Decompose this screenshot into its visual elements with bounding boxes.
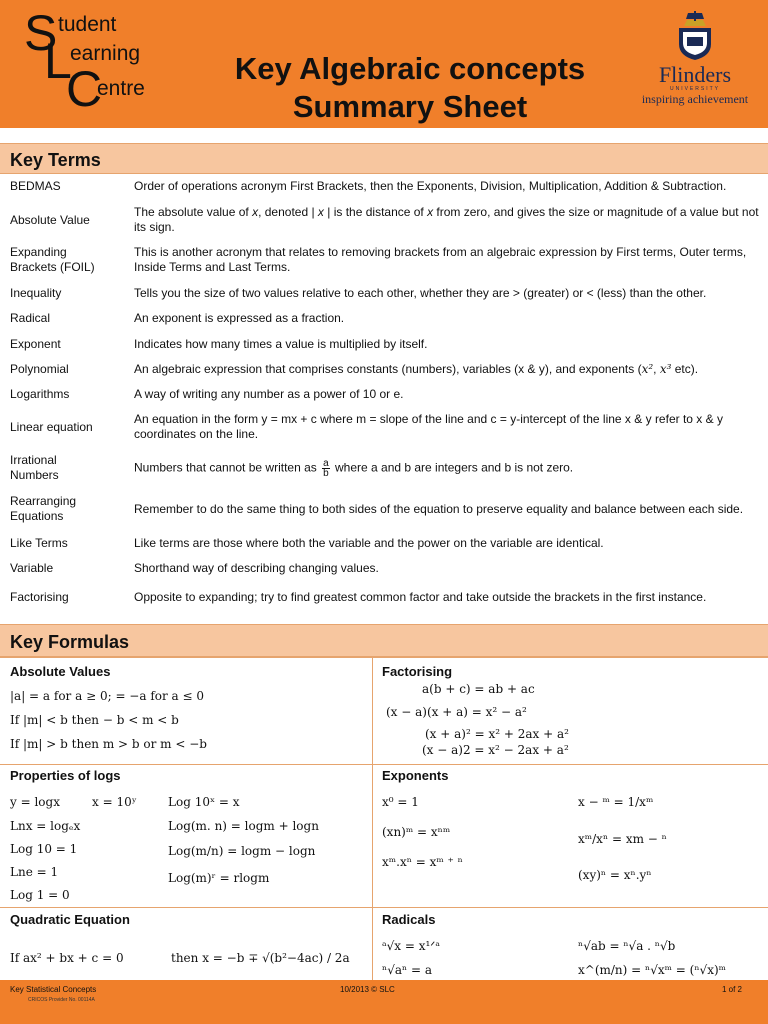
university-crest-icon (675, 10, 715, 62)
formula: ⁿ√ab = ⁿ√a . ⁿ√b (578, 939, 676, 953)
factorising-title: Factorising (382, 664, 453, 679)
formula: then x = −b ∓ √(b²−4ac) / 2a (171, 951, 350, 965)
formula: If ax² + bx + c = 0 (10, 951, 124, 965)
formula: If |m| > b then m > b or m < −b (10, 737, 207, 751)
grid-divider (0, 907, 768, 908)
formula: a(b + c) = ab + ac (422, 682, 535, 696)
formula: (xy)ⁿ = xⁿ.yⁿ (578, 868, 652, 882)
page-title (180, 50, 640, 126)
formula: If |m| < b then − b < m < b (10, 713, 179, 727)
university-tagline: inspiring achievement (641, 92, 749, 106)
fraction: $\frac{a}{b}$ (323, 458, 329, 479)
formula: (x − a)2 = x² − 2ax + a² (422, 743, 569, 757)
formulas-grid (0, 657, 768, 979)
formula: Log(m. n) = logm + logn (168, 819, 319, 833)
formula: x⁰ = 1 (382, 795, 419, 809)
formula: Lne = 1 (10, 865, 59, 879)
formula: Log(m)ʳ = rlogm (168, 871, 270, 885)
formula: Lnx = logₑx (10, 819, 81, 833)
formula: x^(m/n) = ⁿ√xᵐ = (ⁿ√x)ᵐ (578, 963, 726, 977)
page-header (0, 0, 768, 128)
formula: xᵐ.xⁿ = xᵐ ⁺ ⁿ (382, 855, 463, 869)
formula: xᵐ/xⁿ = xm − ⁿ (578, 832, 667, 846)
exponents-title: Exponents (382, 768, 449, 783)
logs-title: Properties of logs (10, 768, 121, 783)
formula: x = 10ʸ (92, 795, 137, 809)
formula: Log 10ˣ = x (168, 795, 240, 809)
radicals-title: Radicals (382, 912, 436, 927)
formula: (x + a)² = x² + 2ax + a² (425, 727, 569, 741)
formula: y = logx (10, 795, 60, 809)
slc-logo: S tudent L earning C entre (24, 5, 145, 117)
formula: ᵃ√x = x¹ᐟᵃ (382, 939, 441, 953)
formula: ⁿ√aⁿ = a (382, 963, 433, 977)
formula: |a| = a for a ≥ 0; = −a for a ≤ 0 (10, 689, 205, 703)
formula: Log(m/n) = logm − logn (168, 844, 316, 858)
page-number: 1 of 2 (721, 985, 742, 994)
formula: (x − a)(x + a) = x² − a² (386, 705, 527, 719)
university-name: Flinders (658, 62, 732, 87)
formula: Log 10 = 1 (10, 842, 78, 856)
flinders-logo (636, 10, 754, 122)
quadratic-title: Quadratic Equation (10, 912, 130, 927)
footer-center: 10/2013 © SLC (340, 985, 395, 994)
key-formulas-heading: Key Formulas (0, 624, 768, 657)
title-line-1: Key Algebraic concepts (234, 51, 586, 86)
grid-divider (0, 764, 768, 765)
formula: Log 1 = 0 (10, 888, 70, 902)
grid-divider (372, 658, 373, 980)
term-definition: An algebraic expression that comprises constants (numbers), variables (x & y), and exponents (x², x³ etc). (134, 362, 699, 376)
absolute-values-title: Absolute Values (10, 664, 111, 679)
footer-left: Key Statistical Concepts (10, 985, 97, 994)
term-definition: Numbers that cannot be written as $\frac{a}{b}$ where a and b are integers and b is not zero. (134, 458, 574, 479)
page-footer (0, 980, 768, 1024)
formula: x − ᵐ = 1/xᵐ (578, 795, 654, 809)
term-definition: The absolute value of x, denoted | x | is the distance of x from zero, and gives the size or magnitude of a value but not its sign. (134, 205, 759, 234)
cricos-number: CRICOS Provider No. 00114A (28, 997, 95, 1003)
formula: (xn)ᵐ = xⁿᵐ (382, 825, 451, 839)
key-terms-heading: Key Terms (0, 143, 768, 174)
title-line-2: Summary Sheet (292, 89, 528, 124)
university-sub: UNIVERSITY (669, 86, 720, 92)
